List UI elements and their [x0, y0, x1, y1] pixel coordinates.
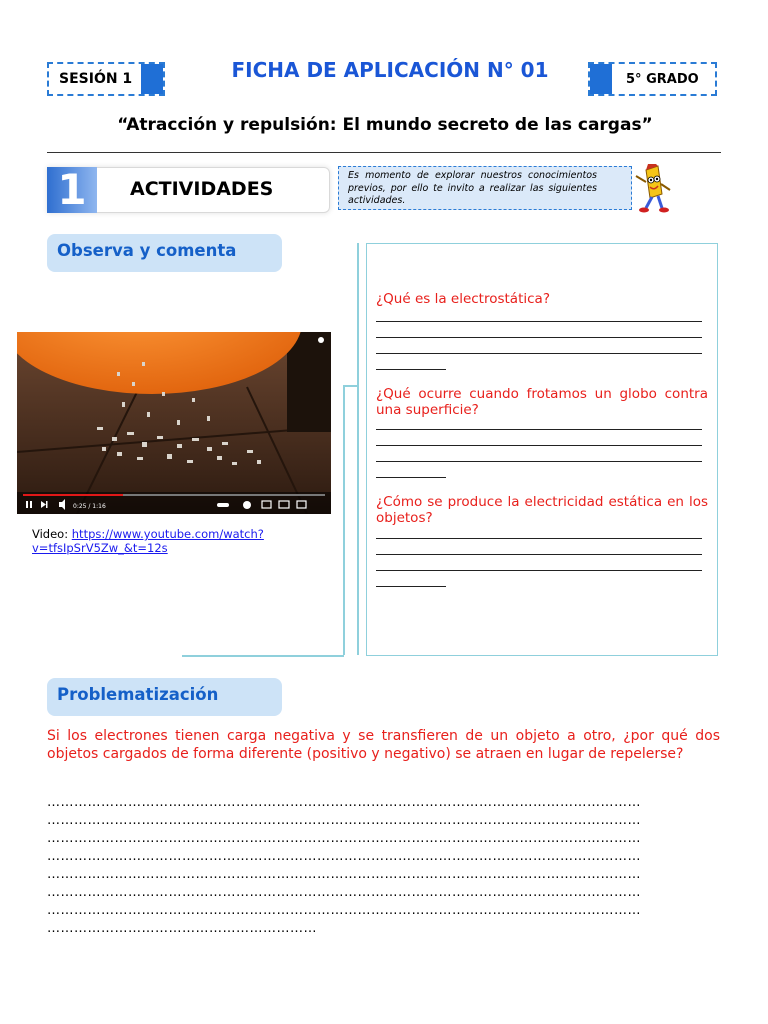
question-3: ¿Cómo se produce la electricidad estática en los objetos?	[376, 494, 708, 526]
answer-line	[376, 353, 702, 354]
video-player[interactable]	[17, 332, 331, 514]
answer-dotted-line[interactable]: ……………………………………………………………………………………………………………………	[47, 885, 641, 900]
answer-line	[376, 321, 702, 322]
answer-line	[376, 337, 702, 338]
activities-title: ACTIVIDADES	[130, 178, 274, 200]
problem-heading	[47, 678, 282, 716]
grade-label: 5° GRADO	[626, 71, 699, 87]
badge-accent	[590, 64, 612, 94]
answer-dotted-line[interactable]: ……………………………………………………………………………………………………………………	[47, 849, 641, 864]
badge-accent	[141, 64, 163, 94]
answer-line	[376, 554, 702, 555]
answer-dotted-line[interactable]: ……………………………………………………………………………………………………………………	[47, 903, 641, 918]
page-title: FICHA DE APLICACIÓN N° 01	[231, 58, 549, 82]
video-caption	[32, 527, 264, 555]
connector-line	[343, 385, 358, 387]
answer-dotted-line[interactable]: ……………………………………………………	[47, 921, 317, 936]
answer-line	[376, 477, 446, 478]
connector-line	[343, 385, 345, 655]
session-label: SESIÓN 1	[59, 71, 133, 87]
page-subtitle: “Atracción y repulsión: El mundo secreto de las cargas”	[117, 115, 653, 135]
video-link-line2: v=tfsIpSrV5Zw_&t=12s	[32, 541, 168, 555]
question-1: ¿Qué es la electrostática?	[376, 291, 550, 307]
observe-heading	[47, 234, 282, 272]
answer-line	[376, 445, 702, 446]
answer-line	[376, 586, 446, 587]
answer-line	[376, 429, 702, 430]
player-time: 0:25 / 1:16	[73, 503, 106, 510]
problem-heading-text: Problematización	[57, 685, 219, 704]
video-prefix: Video:	[32, 527, 72, 541]
connector-line	[182, 655, 344, 657]
activities-number: 1	[47, 167, 97, 213]
answer-line	[376, 538, 702, 539]
answer-dotted-line[interactable]: ……………………………………………………………………………………………………………………	[47, 867, 641, 882]
answer-line	[376, 570, 702, 571]
pencil-mascot-icon	[632, 164, 674, 214]
answer-dotted-line[interactable]: ……………………………………………………………………………………………………………………	[47, 831, 641, 846]
answer-dotted-line[interactable]: ……………………………………………………………………………………………………………………	[47, 795, 641, 810]
problem-text: Si los electrones tienen carga negativa y se transfieren de un objeto a otro, ¿por qué dos objetos cargados de forma diferente (positivo y negativo) se atraen en lugar de repelerse?	[47, 728, 720, 762]
answer-line	[376, 369, 446, 370]
video-thumbnail	[17, 332, 331, 514]
connector-line	[357, 243, 359, 655]
session-badge	[47, 62, 165, 96]
answer-dotted-line[interactable]: ……………………………………………………………………………………………………………………	[47, 813, 641, 828]
video-link-line1: https://www.youtube.com/watch?	[71, 527, 264, 541]
observe-heading-text: Observa y comenta	[57, 241, 237, 260]
intro-note: Es momento de explorar nuestros conocimientos previos, por ello te invito a realizar las siguientes actividades.	[338, 166, 632, 210]
grade-badge	[588, 62, 717, 96]
divider	[47, 152, 721, 153]
question-2: ¿Qué ocurre cuando frotamos un globo contra una superficie?	[376, 386, 708, 418]
answer-line	[376, 461, 702, 462]
